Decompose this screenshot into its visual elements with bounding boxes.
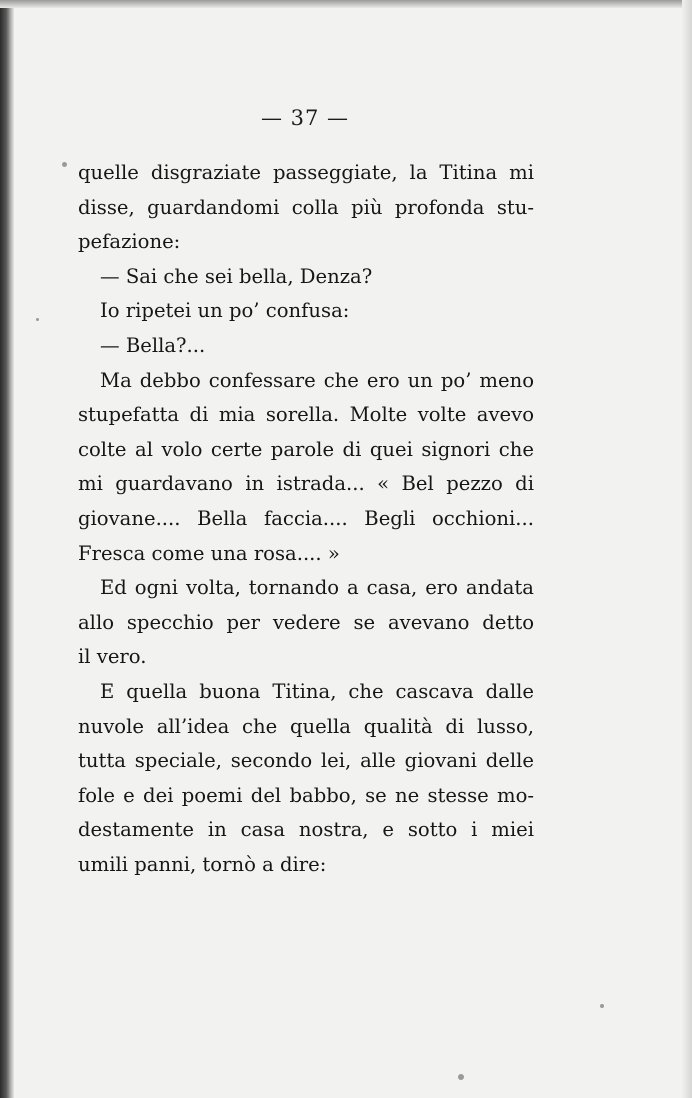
page-binding-edge — [0, 0, 14, 1098]
text-line: Io ripetei un po’ confusa: — [100, 299, 350, 323]
text-line: — Sai che sei bella, Denza? — [100, 264, 373, 288]
body-text — [78, 156, 534, 882]
text-line: pefazione: — [78, 230, 181, 254]
text-line: allo specchio per vedere se avevano detto — [78, 610, 534, 634]
text-line: umili panni, tornò a dire: — [78, 852, 327, 876]
text-line: quelle disgraziate passeggiate, la Titina mi — [78, 161, 534, 184]
paper-speck — [36, 318, 39, 321]
text-line: giovane.... Bella faccia.... Begli occhioni... — [78, 506, 534, 530]
text-line: Ed ogni volta, tornando a casa, ero andata — [100, 576, 534, 600]
text-line: il vero. — [78, 645, 147, 669]
paper-speck — [600, 1004, 604, 1008]
text-line: mi guardavano in istrada... « Bel pezzo di — [78, 472, 534, 496]
page-top-edge — [0, 0, 692, 8]
text-line: fole e dei poemi del babbo, se ne stesse mo- — [78, 783, 534, 807]
text-line: Ma debbo confessare che ero un po’ meno — [100, 368, 534, 392]
text-line: Fresca come una rosa.... » — [78, 541, 340, 565]
paper-speck — [62, 162, 67, 167]
text-line: E quella buona Titina, che cascava dalle — [100, 679, 534, 703]
paper-speck — [458, 1074, 464, 1080]
text-line: disse, guardandomi colla più profonda stu- — [78, 195, 534, 219]
text-line: stupefatta di mia sorella. Molte volte avevo — [78, 403, 534, 427]
text-line: destamente in casa nostra, e sotto i miei — [78, 818, 534, 842]
page-right-edge — [682, 0, 692, 1098]
page-number: — 37 — — [260, 106, 350, 130]
text-line: tutta speciale, secondo lei, alle giovani delle — [78, 749, 534, 773]
text-line: nuvole all’idea che quella qualità di lusso, — [78, 714, 534, 738]
text-line: — Bella?... — [100, 333, 206, 357]
text-line: colte al volo certe parole di quei signori che — [78, 437, 534, 461]
